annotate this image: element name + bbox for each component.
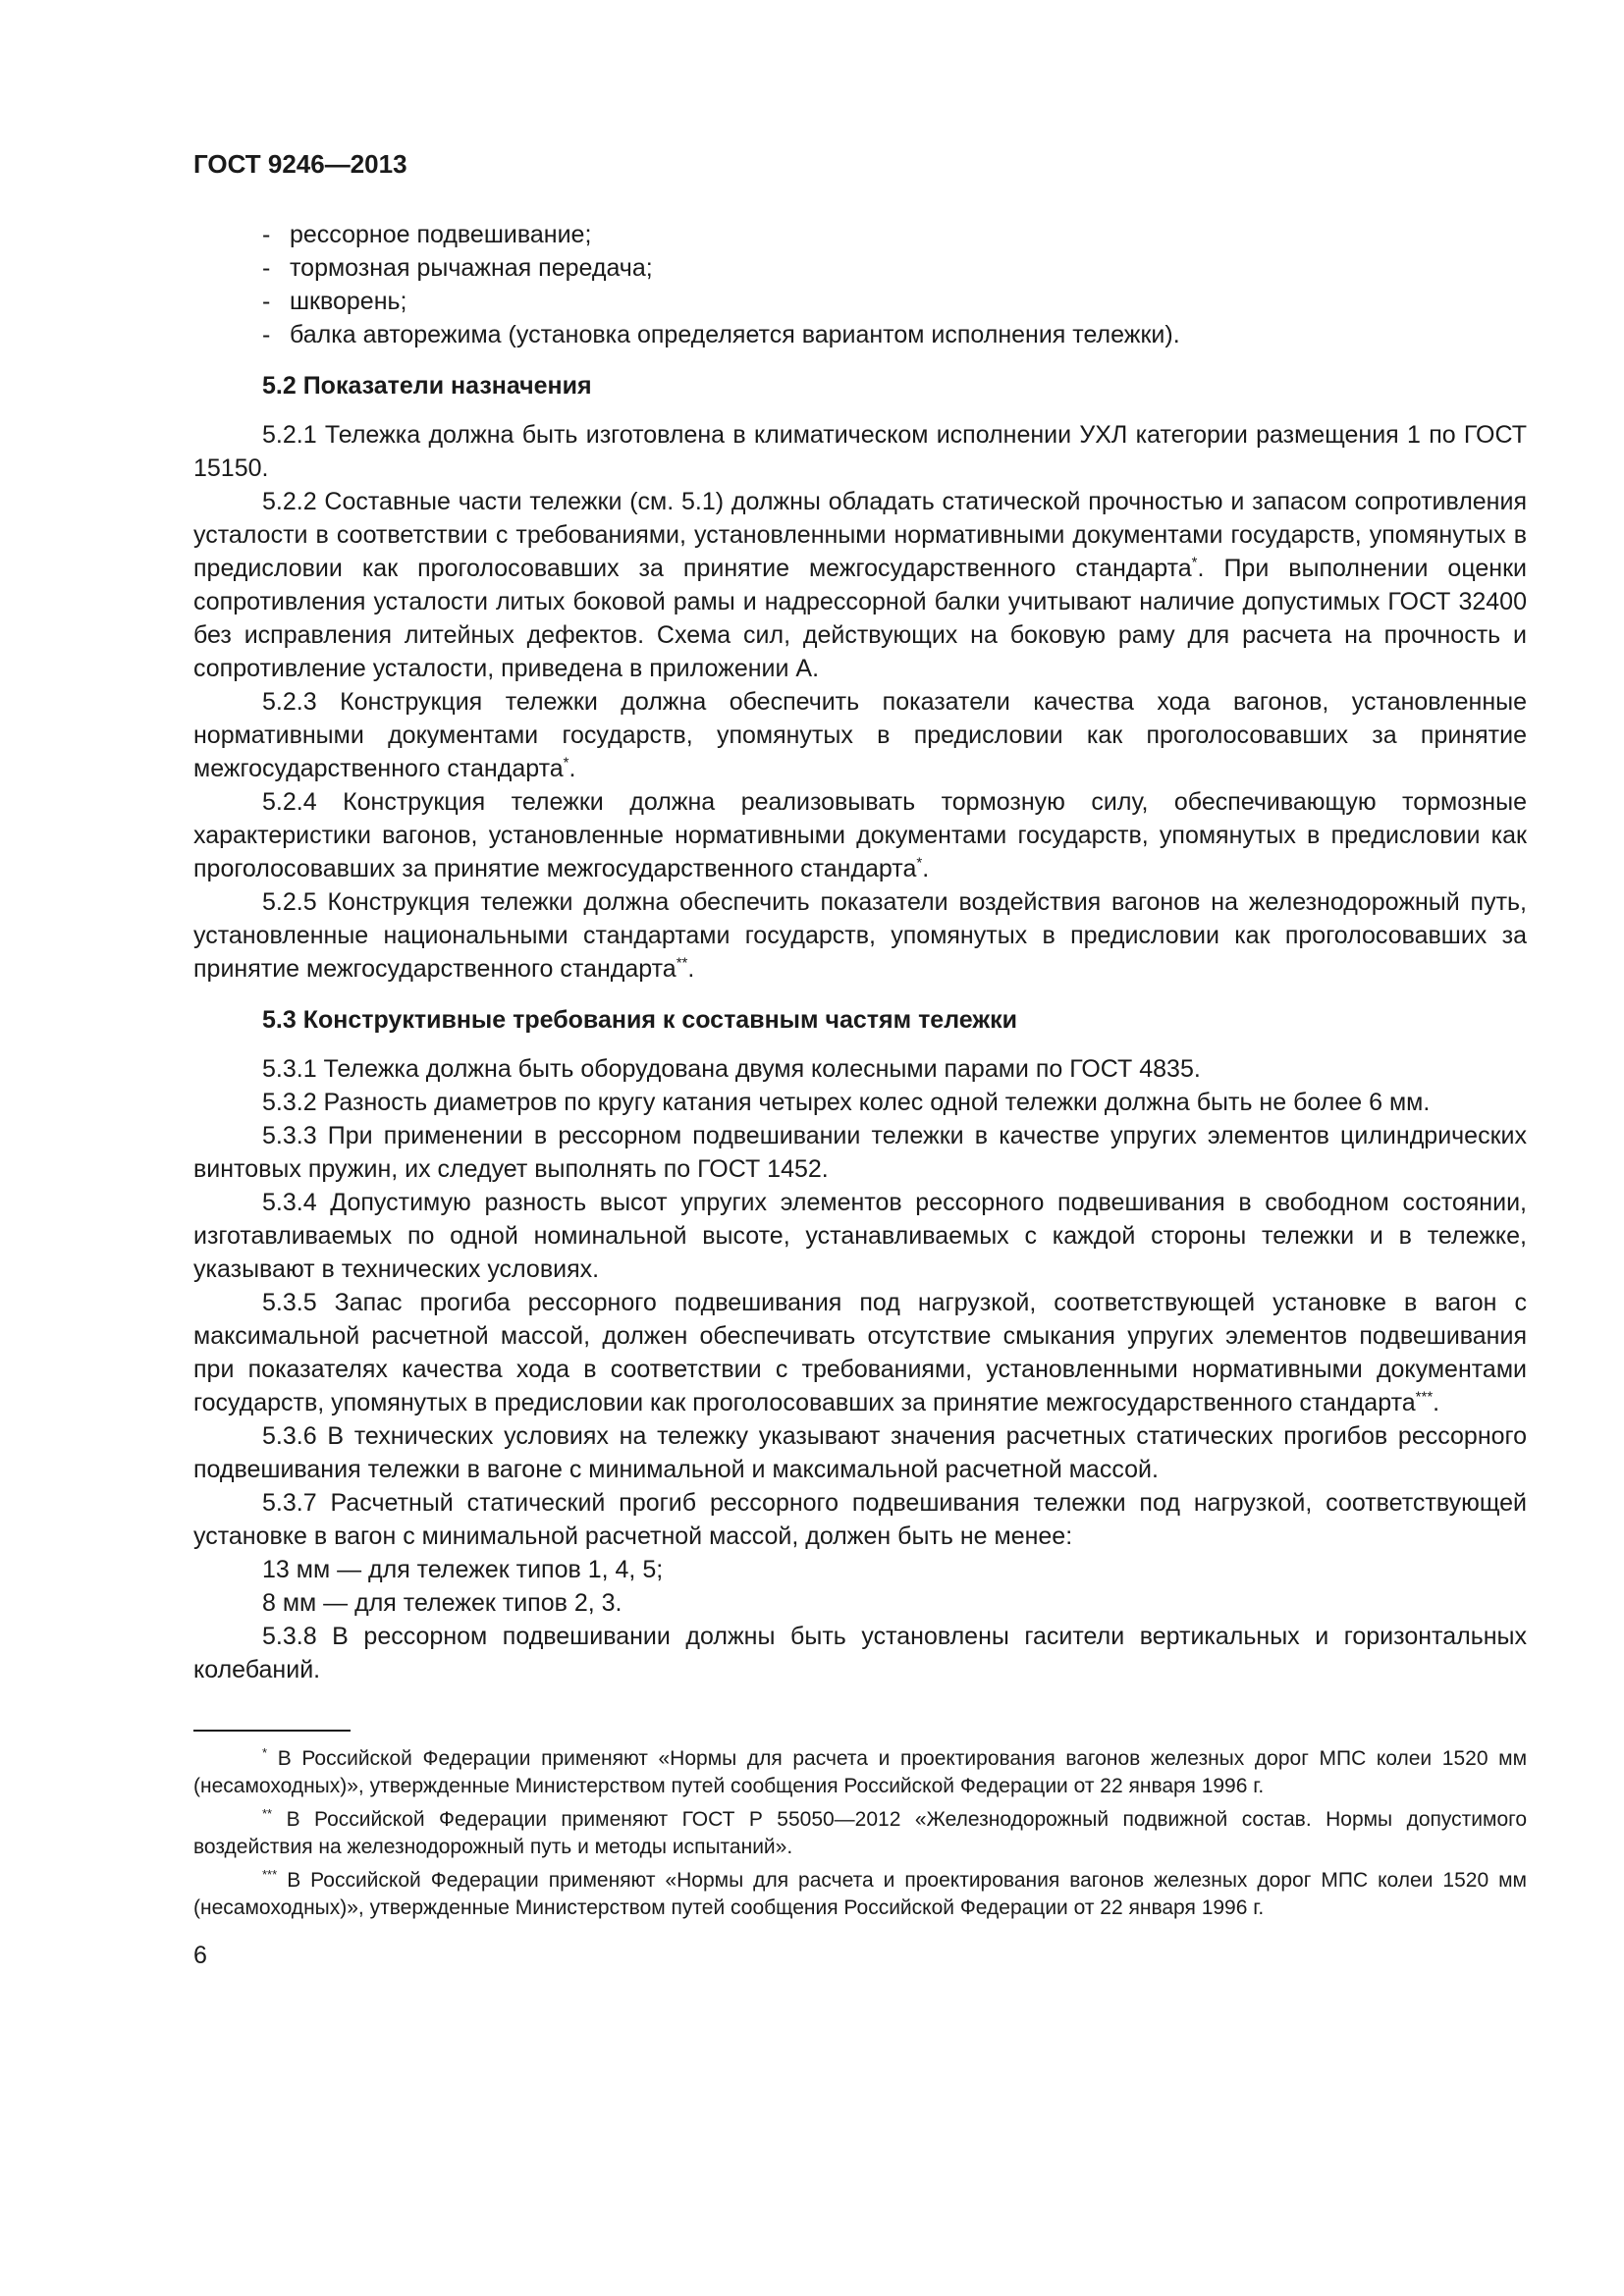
page-number: 6 xyxy=(193,1941,207,1969)
clause-5-3-7: 5.3.7 Расчетный статический прогиб рессорного подвешивания тележки под нагрузкой, соответствующей установке в вагон с минимальной расчетной массой, должен быть не менее: xyxy=(193,1489,1527,1550)
document-body xyxy=(193,218,1527,1686)
list-dash: - xyxy=(262,254,271,282)
section-heading-5-3: 5.3 Конструктивные требования к составным частям тележки xyxy=(262,1006,1017,1034)
list-item-text: балка авторежима (установка определяется вариантом исполнения тележки). xyxy=(290,321,1180,348)
clause-5-2-1: 5.2.1 Тележка должна быть изготовлена в климатическом исполнении УХЛ категории размещения 1 по ГОСТ 15150. xyxy=(193,421,1527,482)
list-item xyxy=(193,318,1527,351)
footnote-text: В Российской Федерации применяют «Нормы для расчета и проектирования вагонов железных дорог МПС колеи 1520 мм (несамоходных)», утвержденные Министерством путей сообщения Российской Федерации от 22 января 1996 г. xyxy=(193,1746,1528,1797)
clause-5-2-4 xyxy=(193,785,1527,885)
list-item xyxy=(193,251,1527,285)
footnote-ref[interactable]: * xyxy=(1191,554,1198,571)
footnote-mark: ** xyxy=(262,1805,273,1821)
clause-5-2-5-text: 5.2.5 Конструкция тележки должна обеспечить показатели воздействия вагонов на железнодорожный путь, установленные национальными стандартами государств, упомянутых в предисловии как проголосовавших за принятие межгосударственного стандарта xyxy=(193,888,1527,983)
footnote-item xyxy=(193,1867,1527,1922)
clause-5-2-3-text: 5.2.3 Конструкция тележки должна обеспечить показатели качества хода вагонов, установленные нормативными документами государств, упомянутых в предисловии как проголосовавших за принятие межгосударственного стандарта xyxy=(193,688,1527,782)
clause-end-period: . xyxy=(922,855,930,882)
clause-5-3-5 xyxy=(193,1286,1527,1419)
list-item-text: тормозная рычажная передача; xyxy=(290,254,653,282)
footnote-ref[interactable]: * xyxy=(916,854,923,872)
footnote-mark: * xyxy=(262,1744,268,1760)
clause-5-3-7-line-1: 13 мм — для тележек типов 1, 4, 5; xyxy=(262,1556,664,1583)
clause-5-2-2-text-b: . При выполнении оценки сопротивления усталости литых боковой рамы и надрессорной балки учитывают наличие допустимых ГОСТ 32400 без исправления литейных дефектов. Схема сил, действующих на боковую раму для расчета на прочность и сопротивление усталости, приведена в приложении А. xyxy=(193,555,1527,682)
clause-5-3-2: 5.3.2 Разность диаметров по кругу катания четырех колес одной тележки должна быть не более 6 мм. xyxy=(262,1089,1431,1116)
footnote-text: В Российской Федерации применяют ГОСТ Р 55050—2012 «Железнодорожный подвижной состав. Нормы допустимого воздействия на железнодорожный путь и методы испытаний». xyxy=(193,1807,1527,1858)
clause-end-period: . xyxy=(687,955,695,983)
footnote-item xyxy=(193,1806,1527,1861)
document-header: ГОСТ 9246—2013 xyxy=(193,149,407,179)
clause-5-3-6: 5.3.6 В технических условиях на тележку указывают значения расчетных статических прогибов рессорного подвешивания тележки в вагоне с минимальной и максимальной расчетной массой. xyxy=(193,1422,1527,1483)
list-item xyxy=(193,285,1527,318)
list-dash: - xyxy=(262,321,271,348)
clause-5-2-4-text: 5.2.4 Конструкция тележки должна реализовывать тормозную силу, обеспечивающую тормозные характеристики вагонов, установленные нормативными документами государств, упомянутых в предисловии как проголосовавших за принятие межгосударственного стандарта xyxy=(193,788,1527,882)
list-item-text: шкворень; xyxy=(290,288,407,315)
clause-5-3-5-text: 5.3.5 Запас прогиба рессорного подвешивания под нагрузкой, соответствующей установке в вагон с максимальной расчетной массой, должен обеспечивать отсутствие смыкания упругих элементов подвешивания при показателях качества хода в соответствии с требованиями, установленными нормативными документами государств, упомянутых в предисловии как проголосовавших за принятие межгосударственного стандарта xyxy=(193,1289,1527,1416)
list-dash: - xyxy=(262,221,271,248)
list-dash: - xyxy=(262,288,271,315)
clause-5-2-3 xyxy=(193,685,1527,785)
footnote-item xyxy=(193,1745,1527,1800)
footnote-separator xyxy=(193,1730,351,1732)
footnotes xyxy=(193,1745,1527,1922)
clause-5-2-2 xyxy=(193,485,1527,685)
clause-5-3-1: 5.3.1 Тележка должна быть оборудована двумя колесными парами по ГОСТ 4835. xyxy=(262,1055,1201,1083)
document-page xyxy=(193,147,1527,1970)
list-item xyxy=(193,218,1527,251)
clause-5-3-3: 5.3.3 При применении в рессорном подвешивании тележки в качестве упругих элементов цилиндрических винтовых пружин, их следует выполнять по ГОСТ 1452. xyxy=(193,1122,1527,1183)
footnote-mark: *** xyxy=(262,1866,278,1882)
clause-5-3-4: 5.3.4 Допустимую разность высот упругих элементов рессорного подвешивания в свободном состоянии, изготавливаемых по одной номинальной высоте, устанавливаемых с каждой стороны тележки и в тележке, указывают в технических условиях. xyxy=(193,1189,1527,1283)
list-item-text: рессорное подвешивание; xyxy=(290,221,592,248)
clause-end-period: . xyxy=(1433,1389,1440,1416)
footnote-ref[interactable]: * xyxy=(563,754,569,772)
footnote-text: В Российской Федерации применяют «Нормы для расчета и проектирования вагонов железных дорог МПС колеи 1520 мм (несамоходных)», утвержденные Министерством путей сообщения Российской Федерации от 22 января 1996 г. xyxy=(193,1868,1527,1919)
clause-5-3-7-line-2: 8 мм — для тележек типов 2, 3. xyxy=(262,1589,623,1617)
clause-5-3-8: 5.3.8 В рессорном подвешивании должны быть установлены гасители вертикальных и горизонтальных колебаний. xyxy=(193,1623,1527,1683)
clause-end-period: . xyxy=(568,755,576,782)
section-heading-5-2: 5.2 Показатели назначения xyxy=(262,372,592,400)
clause-5-2-5 xyxy=(193,885,1527,986)
clause-5-2-2-text-a: 5.2.2 Составные части тележки (см. 5.1) должны обладать статической прочностью и запасом сопротивления усталости в соответствии с требованиями, установленными нормативными документами государств, упомянутых в предисловии как проголосовавших за принятие межгосударственного стандарта xyxy=(193,488,1527,582)
footnote-ref[interactable]: ** xyxy=(676,954,688,972)
component-list xyxy=(193,218,1527,351)
footnote-ref[interactable]: *** xyxy=(1415,1388,1434,1406)
